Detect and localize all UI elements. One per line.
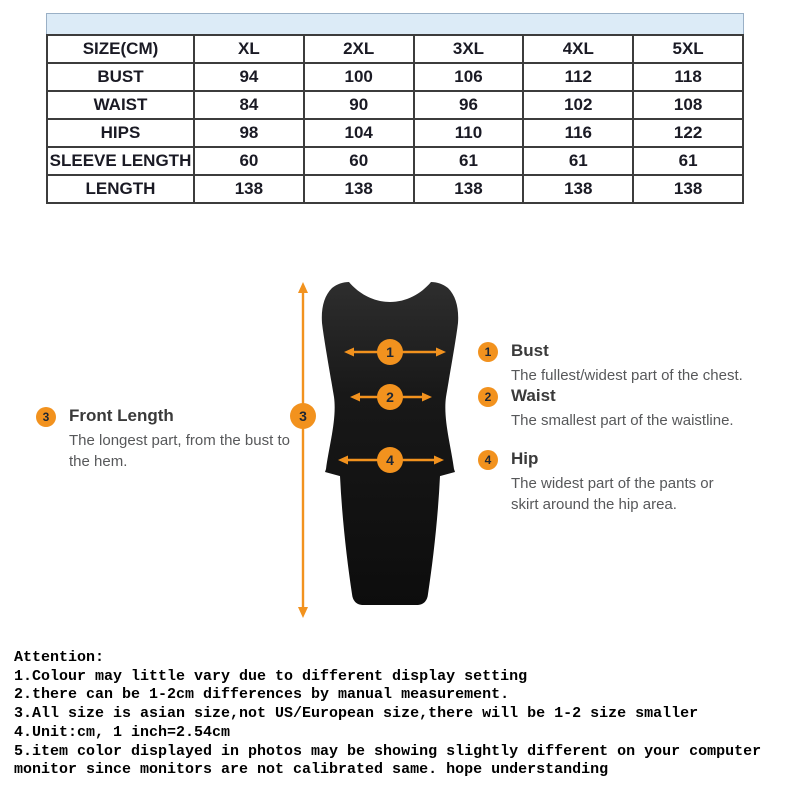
front-length-desc: the hem. [69,453,128,470]
attention-line: monitor since monitors are not calibrated same. hope understanding [14,761,609,779]
table-row-label: BUST [47,63,194,91]
table-row-label: SLEEVE LENGTH [47,147,194,175]
attention-notes [14,649,761,780]
front-length-arrow [298,282,308,618]
dress-measurement-diagram [290,278,480,618]
waist-title: Waist [511,386,556,405]
table-cell: 118 [633,63,743,91]
waist-marker [377,384,403,410]
hip-label [478,449,714,515]
table-cell: 102 [523,91,633,119]
table-header-cell: 3XL [414,35,524,63]
dress-silhouette [322,282,458,605]
table-cell: 110 [414,119,524,147]
table-cell: 138 [523,175,633,203]
svg-text:4: 4 [386,452,394,468]
table-cell: 108 [633,91,743,119]
attention-title: Attention: [14,649,105,666]
waist-desc: The smallest part of the waistline. [511,412,734,429]
bust-title: Bust [511,341,549,360]
table-cell: 61 [414,147,524,175]
table-cell: 60 [194,147,304,175]
table-row-label: HIPS [47,119,194,147]
table-cell: 61 [523,147,633,175]
size-table [46,13,744,204]
table-cell: 112 [523,63,633,91]
table-cell: 138 [414,175,524,203]
attention-line: 5.item color displayed in photos may be showing slightly different on your computer [14,742,762,760]
table-cell: 60 [304,147,414,175]
table-cell: 98 [194,119,304,147]
bust-desc: The fullest/widest part of the chest. [511,367,743,384]
bust-text [511,341,743,386]
table-cell: 122 [633,119,743,147]
bust-marker [377,339,403,365]
table-row [47,91,743,119]
attention-line: 4.Unit:cm, 1 inch=2.54cm [14,723,231,741]
table-row [47,119,743,147]
waist-text [511,386,734,431]
hip-badge: 4 [478,450,498,470]
table-header-cell: 2XL [304,35,414,63]
table-cell: 138 [304,175,414,203]
waist-label [478,386,734,431]
front-length-text [69,406,290,472]
table-header-cell: 5XL [633,35,743,63]
table-row-label: WAIST [47,91,194,119]
table-cell: 90 [304,91,414,119]
hip-title: Hip [511,449,539,468]
svg-text:1: 1 [386,344,394,360]
front-length-title: Front Length [69,406,174,425]
front-length-marker [290,403,316,429]
front-length-desc: The longest part, from the bust to [69,432,290,449]
table-header-cell: SIZE(CM) [47,35,194,63]
table-header-cell: 4XL [523,35,633,63]
table-cell: 84 [194,91,304,119]
attention-line: 2.there can be 1-2cm differences by manual measurement. [14,686,510,704]
table-cell: 61 [633,147,743,175]
table-row [47,147,743,175]
attention-line: 3.All size is asian size,not US/European size,there will be 1-2 size smaller [14,705,699,723]
table-cell: 100 [304,63,414,91]
table-row [47,175,743,203]
hip-desc: The widest part of the pants or [511,475,714,492]
hip-marker [377,447,403,473]
table-cell: 138 [194,175,304,203]
bust-badge: 1 [478,342,498,362]
front-length-badge: 3 [36,407,56,427]
waist-badge: 2 [478,387,498,407]
table-cell: 104 [304,119,414,147]
table-row-label: LENGTH [47,175,194,203]
hip-desc: skirt around the hip area. [511,496,677,513]
svg-text:2: 2 [386,389,394,405]
table-header-row [47,35,743,63]
table-header-cell: XL [194,35,304,63]
attention-line: 1.Colour may little vary due to different display setting [14,667,528,685]
bust-label [478,341,743,386]
table-top-band [46,13,744,34]
table-cell: 116 [523,119,633,147]
table-cell: 138 [633,175,743,203]
table-cell: 106 [414,63,524,91]
table-row [47,63,743,91]
table-cell: 94 [194,63,304,91]
front-length-label [36,406,290,472]
hip-text [511,449,714,515]
table-cell: 96 [414,91,524,119]
svg-text:3: 3 [299,408,307,424]
size-table-grid [46,34,744,204]
